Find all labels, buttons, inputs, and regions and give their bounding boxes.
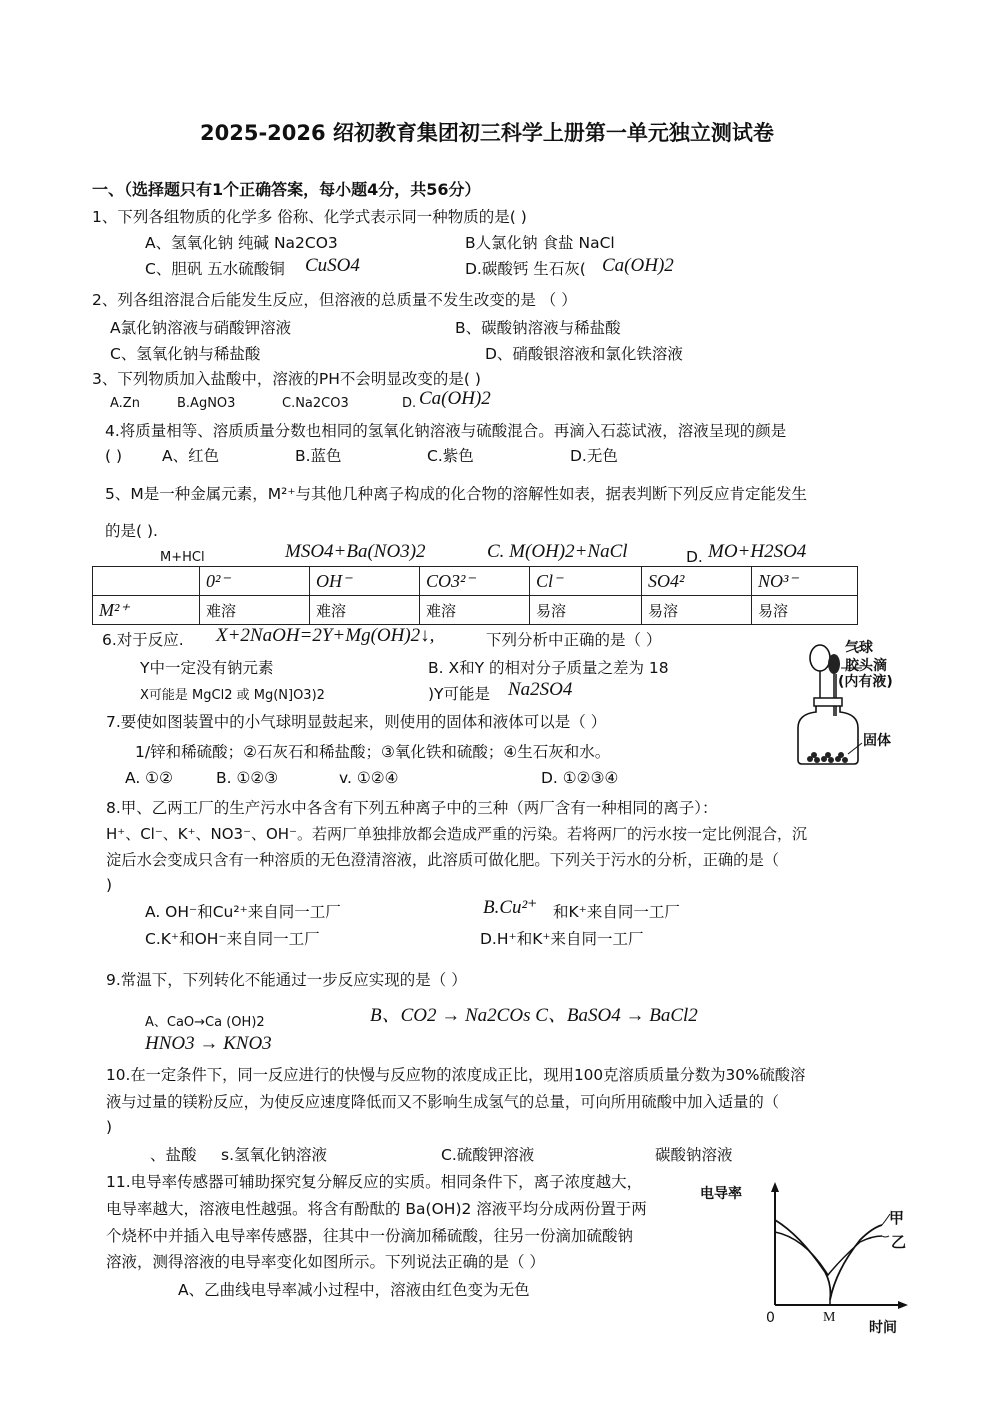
q1-stem: 1、下列各组物质的化学多 俗称、化学式表示同一种物质的是( ) — [92, 208, 527, 226]
q7-stem: 7.要使如图装置中的小气球明显鼓起来，则使用的固体和液体可以是（ ） — [106, 713, 607, 731]
table-cell: 易溶 — [642, 596, 752, 625]
apparatus-inner-label: (内有液) — [838, 674, 893, 690]
q6-equation: X+2NaOH=2Y+Mg(OH)2↓, — [216, 625, 435, 646]
table-cell: 难溶 — [200, 596, 310, 625]
q4-option-b[interactable]: B.蓝色 — [295, 447, 342, 465]
q1-option-a[interactable]: A、氢氧化钠 纯碱 Na2CO3 — [145, 234, 338, 252]
q4-stem: 4.将质量相等、溶质质量分数也相同的氢氧化钠溶液与硫酸混合。再滴入石蕊试液，溶液呈现的颜是 — [105, 422, 787, 440]
q6-stem-suffix: 下列分析中正确的是（ ） — [486, 631, 662, 649]
q4-option-c[interactable]: C.紫色 — [427, 447, 474, 465]
q10-option-c[interactable]: C.硫酸钾溶液 — [441, 1146, 535, 1164]
graph-y-label: 电导率 — [700, 1186, 742, 1202]
q2-option-b[interactable]: B、碳酸钠溶液与稀盐酸 — [455, 319, 621, 337]
q7-option-d[interactable]: D. ①②③④ — [541, 769, 619, 787]
x-axis-arrow-icon — [898, 1301, 908, 1309]
q5-option-b[interactable]: MSO4+Ba(NO3)2 — [285, 541, 426, 562]
page-title: 2025-2026 绍初教育集团初三科学上册第一单元独立测试卷 — [200, 121, 774, 145]
q8-option-d[interactable]: D.H⁺和K⁺来自同一工厂 — [480, 930, 644, 948]
q8-option-c[interactable]: C.K⁺和OH⁻来自同一工厂 — [145, 930, 320, 948]
graph-curve-jia-label: 甲 — [889, 1209, 905, 1227]
table-cell: Cl⁻ — [530, 567, 642, 596]
table-cell: SO4² — [642, 567, 752, 596]
table-cell: OH⁻ — [310, 567, 420, 596]
q4-option-d[interactable]: D.无色 — [570, 447, 618, 465]
q6-option-d[interactable]: )Y可能是 — [428, 685, 491, 703]
q6-option-a[interactable]: Y中一定没有钠元素 — [140, 659, 274, 677]
q11-line3: 个烧杯中并插入电导率传感器，往其中一份滴加稀硫酸，往另一份滴加硫酸钠 — [106, 1227, 634, 1245]
q3-stem: 3、下列物质加入盐酸中，溶液的PH不会明显改变的是( ) — [92, 370, 481, 388]
q8-line3: 淀后水会变成只含有一种溶质的无色澄清溶液，此溶质可做化肥。下列关于污水的分析，正确的是（ — [106, 851, 780, 869]
q5-option-d-label[interactable]: D. — [686, 548, 703, 566]
dropper-bulb-icon — [828, 654, 840, 674]
q2-option-a[interactable]: A氯化钠溶液与硝酸钾溶液 — [110, 319, 292, 337]
conductivity-graph — [760, 1180, 920, 1340]
q11-line2: 电导率越大，溶液电性越强。将含有酚酞的 Ba(OH)2 溶液平均分成两份置于两 — [106, 1200, 647, 1218]
q3-option-d-formula: Ca(OH)2 — [419, 388, 491, 409]
q7-option-a[interactable]: A. ①② — [125, 769, 173, 787]
q1-option-d-formula: Ca(OH)2 — [602, 255, 674, 276]
q7-option-b[interactable]: B. ①②③ — [216, 769, 279, 787]
table-cell: 易溶 — [752, 596, 858, 625]
q5-stem-continued: 的是( ). — [105, 522, 158, 540]
q8-option-b[interactable]: 和K⁺来自同一工厂 — [553, 903, 680, 921]
curve-jia — [775, 1220, 882, 1300]
q1-option-b[interactable]: B人氯化钠 食盐 NaCl — [465, 234, 615, 252]
q1-option-d[interactable]: D.碳酸钙 生石灰( — [465, 260, 586, 278]
q9-stem: 9.常温下，下列转化不能通过一步反应实现的是（ ） — [106, 971, 467, 989]
q6-option-b[interactable]: B. X和Y 的相对分子质量之差为 18 — [428, 659, 669, 677]
q3-option-d[interactable]: D. — [402, 396, 417, 411]
table-row — [93, 596, 858, 625]
table-header-row — [93, 567, 858, 596]
q10-option-d[interactable]: 碳酸钠溶液 — [655, 1146, 733, 1164]
apparatus-solid-label: 固体 — [863, 733, 891, 749]
q10-option-b[interactable]: s.氢氧化钠溶液 — [221, 1146, 328, 1164]
q5-stem: 5、M是一种金属元素，M²⁺与其他几种离子构成的化合物的溶解性如表，据表判断下列反应肯定能发生 — [105, 485, 808, 503]
q1-option-c[interactable]: C、胆矾 五水硫酸铜 — [145, 260, 285, 278]
q10-line2: 液与过量的镁粉反应，为使反应速度降低而又不影响生成氢气的总量，可向所用硫酸中加入适量的（ — [106, 1093, 780, 1111]
q11-line4: 溶液，测得溶液的电导率变化如图所示。下列说法正确的是（ ） — [106, 1253, 545, 1271]
q8-option-b-formula[interactable]: B.Cu²⁺ — [483, 897, 538, 918]
solubility-table — [92, 566, 858, 625]
q8-line2: H⁺、Cl⁻、K⁺、NO3⁻、OH⁻。若两厂单独排放都会造成严重的污染。若将两厂的污水按一定比例混合，沉 — [106, 825, 808, 843]
table-cell: 难溶 — [310, 596, 420, 625]
q8-option-a[interactable]: A. OH⁻和Cu²⁺来自同一工厂 — [145, 903, 341, 921]
q10-option-a[interactable]: 、盐酸 — [150, 1146, 197, 1164]
q10-line3: ) — [106, 1118, 113, 1136]
q9-options-b-c[interactable]: B、CO2 → Na2COs C、BaSO4 → BaCl2 — [370, 1005, 698, 1026]
table-cell: NO³⁻ — [752, 567, 858, 596]
apparatus-dropper-label: 胶头滴 — [845, 658, 887, 674]
graph-curve-yi-label: 乙 — [891, 1233, 907, 1251]
graph-origin-label: 0 — [766, 1310, 775, 1326]
q6-option-d-formula: Na2SO4 — [508, 679, 573, 700]
graph-m-label: M — [823, 1310, 836, 1325]
q9-option-d[interactable]: HNO3 → KNO3 — [145, 1033, 272, 1054]
curve-yi — [775, 1232, 882, 1275]
q3-option-b[interactable]: B.AgNO3 — [177, 396, 236, 411]
q1-option-c-formula: CuSO4 — [305, 255, 360, 276]
q6-stem-prefix: 6.对于反应. — [102, 631, 184, 649]
q11-line1: 11.电导率传感器可辅助探究复分解反应的实质。相同条件下，离子浓度越大， — [106, 1173, 643, 1191]
y-axis-arrow-icon — [771, 1182, 779, 1192]
table-cell: 易溶 — [530, 596, 642, 625]
q3-option-a[interactable]: A.Zn — [110, 396, 140, 411]
q8-line4: ) — [106, 876, 113, 894]
table-cell: M²⁺ — [93, 596, 200, 625]
table-cell: CO3²⁻ — [420, 567, 530, 596]
apparatus-balloon-label: 气球 — [845, 640, 873, 656]
q5-option-a[interactable]: M+HCl — [160, 550, 205, 565]
q11-option-a[interactable]: A、乙曲线电导率减小过程中，溶液由红色变为无色 — [178, 1281, 530, 1299]
q5-option-c[interactable]: C. M(OH)2+NaCl — [487, 541, 628, 562]
table-cell: 难溶 — [420, 596, 530, 625]
section-heading: 一、（选择题只有1个正确答案，每小题4分，共56分） — [92, 180, 481, 199]
q2-option-c[interactable]: C、氢氧化钠与稀盐酸 — [110, 345, 261, 363]
table-cell — [93, 567, 200, 596]
q7-option-c[interactable]: v. ①②④ — [339, 769, 399, 787]
q8-line1: 8.甲、乙两工厂的生产污水中各含有下列五种离子中的三种（两厂含有一种相同的离子）： — [106, 799, 718, 817]
q2-stem: 2、列各组溶混合后能发生反应，但溶液的总质量不发生改变的是 （ ） — [92, 291, 577, 309]
graph-x-label: 时间 — [869, 1320, 897, 1336]
q9-option-a[interactable]: A、CaO→Ca (OH)2 — [145, 1015, 265, 1030]
q4-answer-paren: ( ) — [105, 447, 123, 465]
q6-option-c[interactable]: X可能是 MgCl2 或 Mg(N]O3)2 — [140, 688, 325, 703]
q5-option-d-formula: MO+H2SO4 — [708, 541, 807, 562]
q2-option-d[interactable]: D、硝酸银溶液和氯化铁溶液 — [485, 345, 683, 363]
q10-line1: 10.在一定条件下，同一反应进行的快慢与反应物的浓度成正比，现用100克溶质质量分数为30%硫酸溶 — [106, 1066, 806, 1084]
q4-option-a[interactable]: A、红色 — [162, 447, 220, 465]
q3-option-c[interactable]: C.Na2CO3 — [282, 396, 349, 411]
q7-choices-line: 1/锌和稀硫酸；②石灰石和稀盐酸；③氧化铁和硫酸；④生石灰和水。 — [135, 743, 611, 761]
balloon-icon — [810, 645, 830, 671]
table-cell: 0²⁻ — [200, 567, 310, 596]
